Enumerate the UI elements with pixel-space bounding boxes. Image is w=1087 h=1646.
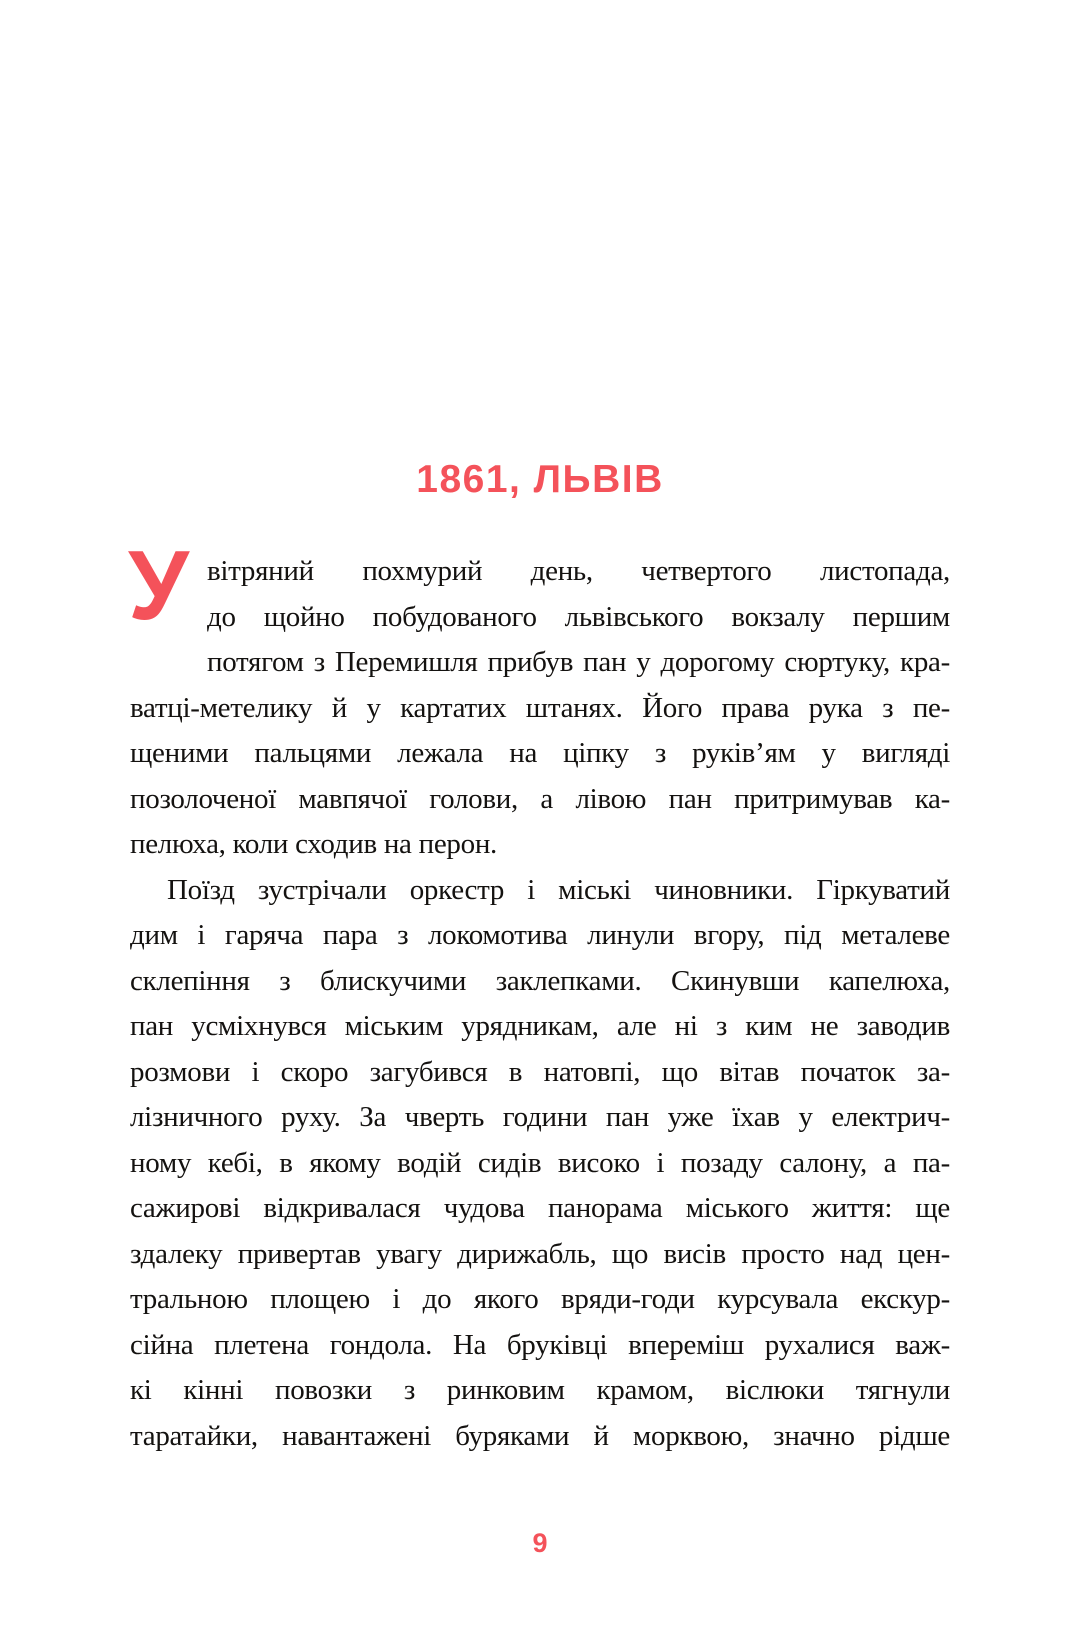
text-line: пан усміхнувся міським урядникам, але ні з ким не заводив <box>130 1010 950 1042</box>
text-line: розмови і скоро загубився в натовпі, що вітав початок за- <box>130 1055 950 1088</box>
text-line: кі кінні повозки з ринковим крамом, віслюки тягнули <box>130 1374 950 1406</box>
text-line: до щойно побудованого львівського вокзалу першим <box>207 600 950 633</box>
text-line: ватці-метелику й у картатих штанях. Його права рука з пе- <box>130 691 950 724</box>
text-line: сійна плетена гондола. На бруківці впереміш рухалися важ- <box>130 1328 950 1361</box>
body-text <box>128 530 950 1459</box>
text-line: тральною площею і до якого вряди-годи курсувала екскур- <box>130 1283 950 1315</box>
drop-cap: У <box>128 530 189 640</box>
text-line: здалеку привертав увагу дирижабль, що висів просто над цен- <box>130 1237 950 1270</box>
text-line: позолоченої мавпячої голови, а лівою пан притримував ка- <box>130 782 950 815</box>
text-line: сажирові відкривалася чудова панорама міського життя: ще <box>130 1192 950 1224</box>
text-line: дим і гаряча пара з локомотива линули вгору, під металеве <box>130 919 950 951</box>
text-line: Поїзд зустрічали оркестр і міські чиновники. Гіркуватий <box>167 873 950 906</box>
text-line: щеними пальцями лежала на ціпку з руків’ям у вигляді <box>130 737 950 769</box>
text-line: таратайки, навантажені буряками й морквою, значно рідше <box>130 1419 950 1452</box>
text-line: пелюха, коли сходив на перон. <box>130 828 498 860</box>
text-line: лізничного руху. За чверть години пан уже їхав у електрич- <box>130 1101 950 1133</box>
text-line: вітряний похмурий день, четвертого листопада, <box>207 555 950 587</box>
text-line: склепіння з блискучими заклепками. Скинувши капелюха, <box>130 964 950 997</box>
page-number: 9 <box>532 1528 548 1558</box>
chapter-title: 1861, ЛЬВІВ <box>416 458 664 501</box>
text-line: потягом з Перемишля прибув пан у дорогому сюртуку, кра- <box>207 646 950 678</box>
text-line: ному кебі, в якому водій сидів високо і позаду салону, а па- <box>130 1146 950 1179</box>
